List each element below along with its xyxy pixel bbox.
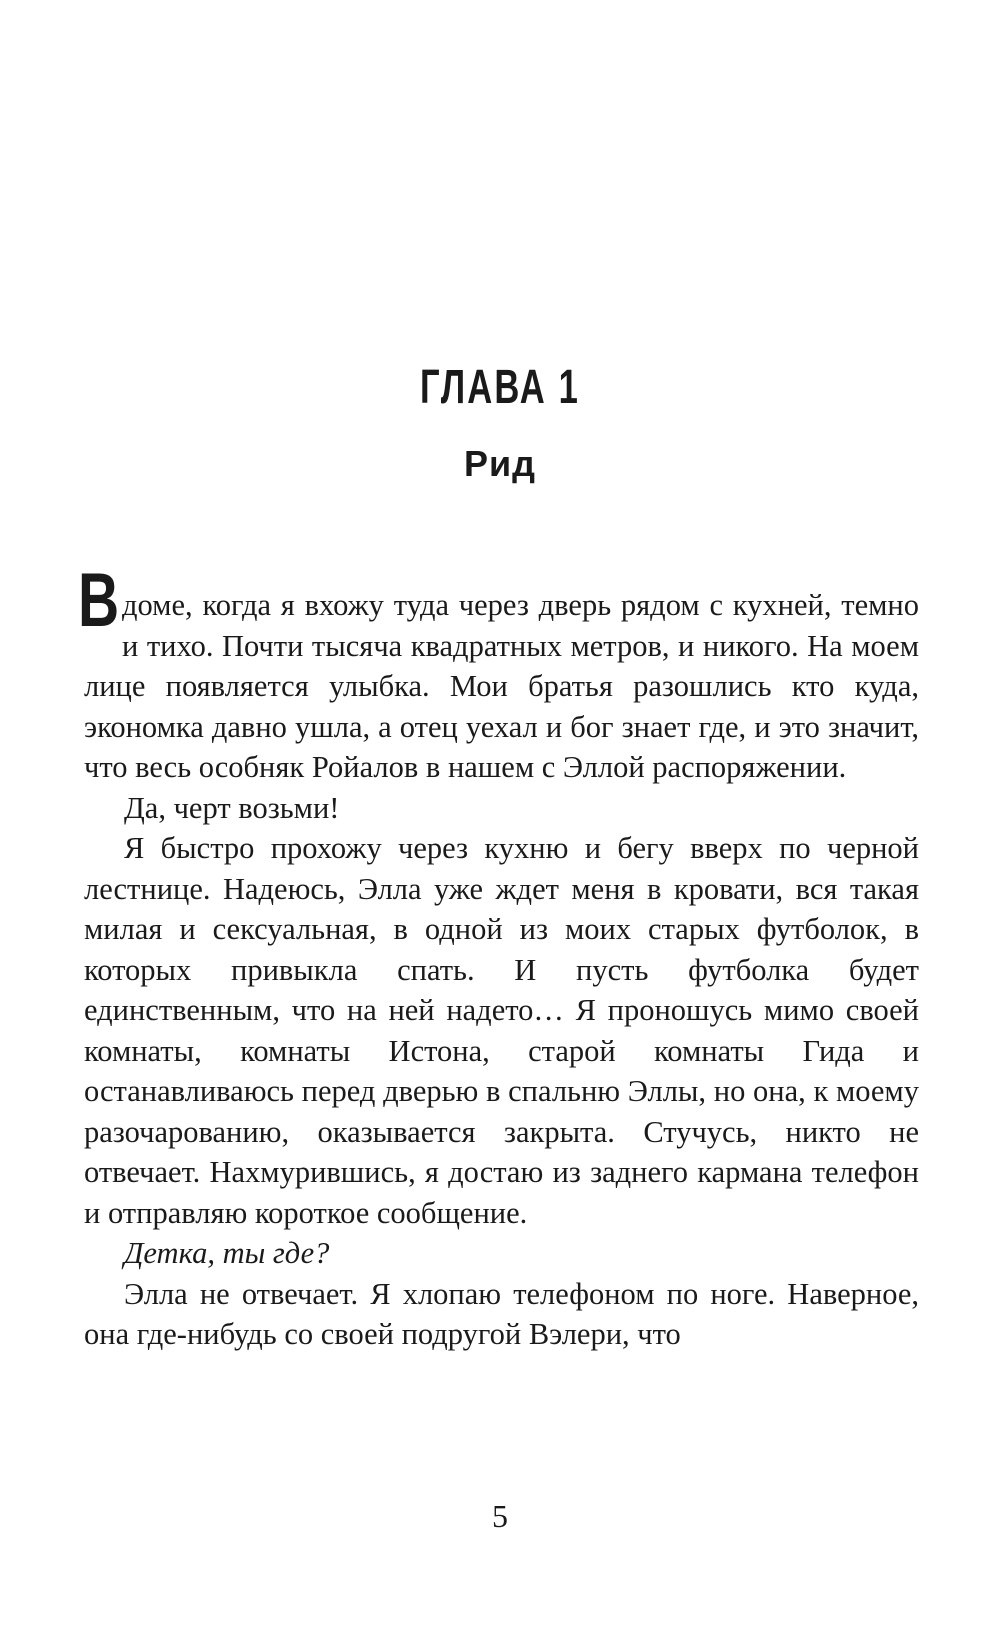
chapter-title: ГЛАВА 1 [419,361,581,414]
page-number: 5 [492,1498,508,1534]
paragraph-4-message: Детка, ты где? [124,1236,330,1270]
body-text [78,545,919,1355]
drop-cap: В [78,558,120,643]
paragraph-3: Я быстро прохожу через кухню и бегу вверх по черной лестнице. Надеюсь, Элла уже ждет меня в кровати, вся такая милая и сексуальная, в одной из моих старых футболок, в которых привыкла спать. И пусть футболка будет единственным, что на ней надето… Я проношусь мимо своей комнаты, комнаты Истона, старой комнаты Гида и останавливаюсь перед дверью в спальню Эллы, но она, к моему разочарованию, оказывается закрыта. Стучусь, никто не отвечает. Нахмурившись, я достаю из заднего кармана телефон и отправляю короткое сообщение. [84,831,919,1230]
chapter-subtitle: Рид [464,443,536,484]
paragraph-1 [78,545,919,788]
paragraph-5: Элла не отвечает. Я хлопаю телефоном по ноге. Наверное, она где-нибудь со своей подругой Вэлери, что [84,1276,919,1351]
paragraph-1-text: доме, когда я вхожу туда через дверь рядом с кухней, темно и тихо. Почти тысяча квадратных метров, и никого. На моем лице появляется улыбка. Мои братья разошлись кто куда, экономка давно ушла, а отец уехал и бог знает где, и это значит, что весь особняк Ройалов в нашем с Эллой распоряжении. [84,588,919,784]
paragraph-2: Да, черт возьми! [124,790,340,825]
